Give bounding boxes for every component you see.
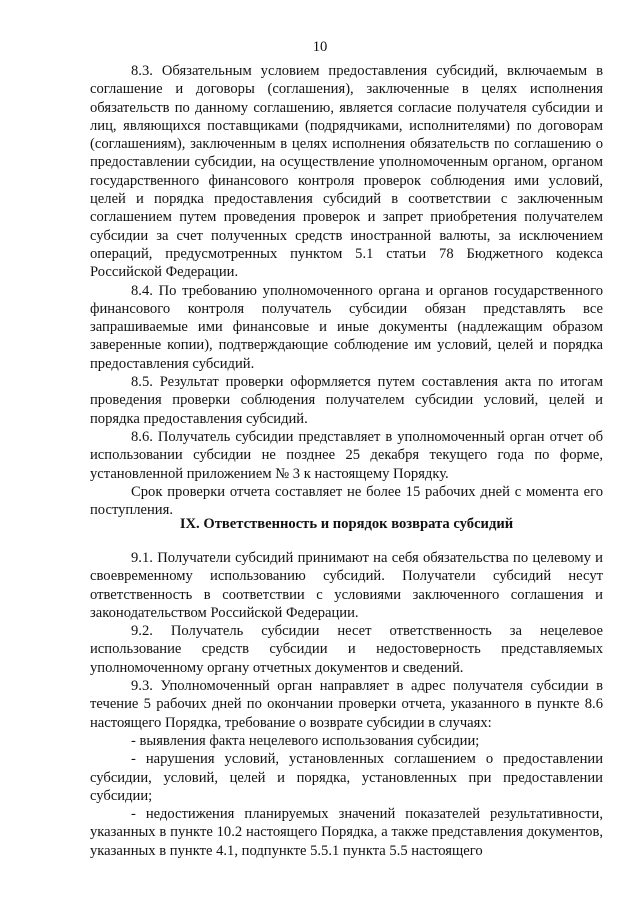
paragraph-9-3: 9.3. Уполномоченный орган направляет в адрес получателя субсидии в течение 5 рабочих дней по окончании проверки отчета, указанного в пункте 8.6 настоящего Порядка, требование о возврате субсидии в случаях:: [90, 678, 603, 731]
section-heading: IX. Ответственность и порядок возврата субсидий: [179, 516, 514, 532]
paragraph-8-4: 8.4. По требованию уполномоченного органа и органов государственного финансового контроля получатель субсидии обязан представлять все запрашиваемые ими финансовые и иные документы (надлежащим образом заверенные копии), подтверждающие соблюдение им условий, целей и порядка предоставления субсидий.: [90, 282, 603, 372]
list-item-nonachievement: - недостижения планируемых значений показателей результативности, указанных в пункте 10.2 настоящего Порядка, а также представления документов, указанных в пункте 4.1, подпункте 5.5.1 пункта 5.5 настоящего: [90, 806, 603, 859]
page-number: 10: [312, 39, 328, 55]
paragraph-9-2: 9.2. Получатель субсидии несет ответственность за нецелевое использование средств субсидии и недостоверность представляемых уполномоченному органу отчетных документов и сведений.: [90, 623, 603, 676]
section-9-text: [90, 549, 603, 860]
paragraph-8-5: 8.5. Результат проверки оформляется путем составления акта по итогам проведения проверки соблюдения получателем субсидии условий, целей и порядка предоставления субсидий.: [90, 374, 603, 427]
paragraph-8-6: 8.6. Получатель субсидии представляет в уполномоченный орган отчет об использовании субсидии не позднее 25 декабря текущего года по форме, установленной приложением № 3 к настоящему Порядку.: [90, 428, 603, 482]
paragraph-9-1: 9.1. Получатели субсидий принимают на себя обязательства по целевому и своевременному использованию субсидий. Получатели субсидий несут ответственность в соответствии с условиями заключенного соглашения и законодательством Российской Федерации.: [90, 550, 603, 621]
section-heading-block: [90, 515, 603, 533]
list-item-misuse: - выявления факта нецелевого использования субсидии;: [131, 732, 480, 749]
list-item-violation: - нарушения условий, установленных соглашением о предоставлении субсидии, условий, целей и порядка, установленных при предоставлении субсидии;: [90, 751, 603, 804]
paragraph-review-term: Срок проверки отчета составляет не более 15 рабочих дней с момента его поступления.: [90, 483, 603, 519]
section-8-text: [90, 62, 603, 519]
paragraph-8-3: 8.3. Обязательным условием предоставления субсидий, включаемым в соглашение и договоры (соглашения), заключенные в целях исполнения обязательств по данному соглашению, является согласие получателя субсидии и лиц, являющихся поставщиками (подрядчиками, исполнителями) по договорам (соглашениям), заключенным в целях исполнения обязательств по соглашению о предоставлении субсидии, на осуществление уполномоченным органом, органом государственного финансового контроля проверок соблюдения ими условий, целей и порядка предоставления субсидий в соответствии с заключенным соглашением путем проведения проверок и запрет приобретения получателем субсидии за счет полученных средств иностранной валюты, за исключением операций, предусмотренных пунктом 5.1 статьи 78 Бюджетного кодекса Российской Федерации.: [90, 63, 603, 281]
